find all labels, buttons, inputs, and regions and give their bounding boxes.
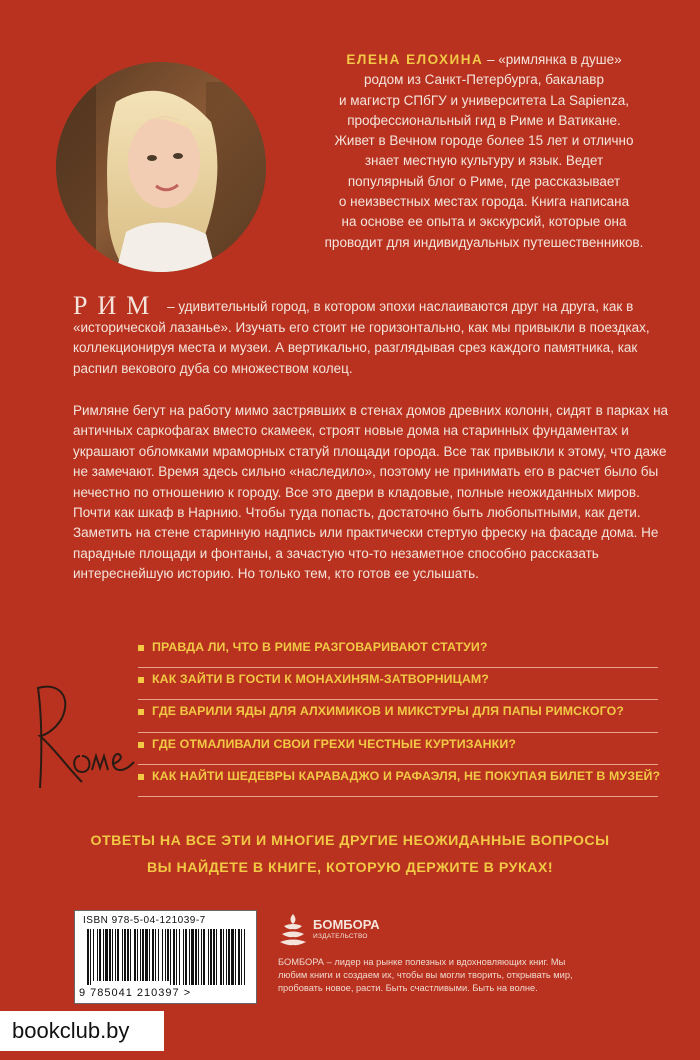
barcode-stripe <box>226 929 227 985</box>
question-list <box>138 636 661 797</box>
barcode-stripe <box>183 929 184 985</box>
barcode-stripe <box>90 929 91 985</box>
barcode-stripe <box>235 929 236 985</box>
author-photo <box>56 62 266 272</box>
question-item <box>138 668 658 700</box>
barcode-block <box>74 910 257 1004</box>
barcode-stripe <box>208 929 209 985</box>
barcode-stripe <box>173 929 175 985</box>
cta-line-1: ОТВЕТЫ НА ВСЕ ЭТИ И МНОГИЕ ДРУГИЕ НЕОЖИДАННЫЕ ВОПРОСЫ <box>90 833 610 849</box>
barcode-stripe <box>134 929 136 981</box>
question-item <box>138 700 658 732</box>
question-item <box>138 733 658 765</box>
barcode-stripe <box>117 929 119 981</box>
barcode-stripe <box>241 929 242 985</box>
question-text: КАК НАЙТИ ШЕДЕВРЫ КАРАВАДЖО И РАФАЭЛЯ, НЕ ПОКУПАЯ БИЛЕТ В МУЗЕЙ? <box>152 768 661 783</box>
barcode-stripe <box>170 929 171 985</box>
author-bio-line-3: и магистр СПбГУ и университета La Sapienza, <box>338 92 630 108</box>
barcode-stripe <box>145 929 148 981</box>
question-text: КАК ЗАЙТИ В ГОСТИ К МОНАХИНЯМ-ЗАТВОРНИЦАМ? <box>152 672 489 687</box>
author-bio-line-7: популярный блог о Риме, где рассказывает <box>347 173 621 189</box>
publisher-name: БОМБОРА <box>313 917 380 932</box>
author-bio-line-10: проводит для индивидуальных путешественников. <box>324 234 644 250</box>
barcode-stripe <box>176 929 177 985</box>
barcode-stripe <box>228 929 230 985</box>
barcode-stripe <box>103 929 104 981</box>
barcode-stripe <box>155 929 156 981</box>
barcode-stripe <box>149 929 150 981</box>
author-bio-line-4: профессиональный гид в Риме и Ватикане. <box>347 112 621 128</box>
barcode-stripe <box>191 929 194 985</box>
barcode-stripe <box>167 929 169 981</box>
barcode-stripe <box>165 929 166 981</box>
question-item <box>138 765 661 797</box>
barcode-stripe <box>223 929 224 985</box>
barcode-stripe <box>140 929 141 981</box>
barcode-stripe <box>244 929 245 985</box>
publisher-description: БОМБОРА – лидер на рынке полезных и вдохновляющих книг. Мы любим книги и создаем их, чтобы вы могли творить, открывать мир, пробовать новое, расти. Быть счастливыми. Быть на волне. <box>278 957 573 993</box>
bullet-square-icon <box>138 709 144 715</box>
question-text: ПРАВДА ЛИ, ЧТО В РИМЕ РАЗГОВАРИВАЮТ СТАТУИ? <box>152 640 488 654</box>
author-bio-line-6: знает местную культуру и язык. Ведет <box>364 153 604 169</box>
barcode-stripe <box>87 929 89 985</box>
barcode-stripe <box>115 929 116 981</box>
barcode-stripe <box>158 929 159 981</box>
intro-text: – удивительный город, в котором эпохи наслаиваются друг на друга, как в «исторической лазанье». Изучать его стоит не горизонтально, как мы привыкли в поездках, коллекционируя места и музеи. А вертикально, разглядывая срез каждого памятника, как распил векового дуба со множеством колец. <box>73 299 650 376</box>
bombora-logo-icon <box>278 912 308 948</box>
barcode-stripe <box>109 929 111 981</box>
question-text: ГДЕ ВАРИЛИ ЯДЫ ДЛЯ АЛХИМИКОВ И МИКСТУРЫ ДЛЯ ПАПЫ РИМСКОГО? <box>152 704 624 719</box>
barcode-stripe <box>189 929 190 985</box>
author-bio-line-1 <box>288 50 680 70</box>
barcode-stripe <box>185 929 187 985</box>
barcode-stripe <box>162 929 163 981</box>
rome-script-lettering <box>28 676 138 796</box>
barcode-stripe <box>124 929 126 981</box>
barcode-stripe <box>122 929 123 981</box>
author-portrait <box>56 62 266 272</box>
barcode-stripe <box>238 929 240 985</box>
barcode-stripe <box>231 929 234 985</box>
author-name: ЕЛЕНА ЕЛОХИНА <box>346 52 484 67</box>
call-to-action <box>0 828 700 882</box>
barcode-stripe <box>142 929 144 981</box>
barcode-stripe <box>152 929 154 981</box>
publisher-subtitle: ИЗДАТЕЛЬСТВО <box>313 933 368 940</box>
author-bio-line-2: родом из Санкт-Петербурга, бакалавр <box>364 72 604 88</box>
barcode-stripe <box>105 929 108 981</box>
question-item <box>138 636 658 668</box>
cta-line-2: ВЫ НАЙДЕТЕ В КНИГЕ, КОТОРУЮ ДЕРЖИТЕ В РУКАХ! <box>146 860 554 876</box>
bullet-square-icon <box>138 774 144 780</box>
barcode-stripe <box>130 929 131 981</box>
barcode-number: 9 785041 210397 > <box>79 987 192 999</box>
bullet-square-icon <box>138 645 144 651</box>
bullet-square-icon <box>138 677 144 683</box>
author-bio-line-8: о неизвестных местах города. Книга написана <box>338 194 630 210</box>
bullet-square-icon <box>138 742 144 748</box>
barcode-stripe <box>210 929 212 985</box>
barcode-stripe <box>137 929 138 981</box>
barcode-stripe <box>179 929 180 985</box>
author-bio-text: – «римлянка в душе» <box>483 52 622 67</box>
barcode-stripe <box>127 929 129 981</box>
barcode-bars <box>85 929 249 985</box>
body-paragraph: Римляне бегут на работу мимо застрявших в стенах домов древних колонн, сидят в парках на античных саркофагах вместо скамеек, строят новые дома на старинных фундаментах и украшают обломками мраморных статуй площади города. Все так привыкли к этому, что даже не замечают. Время здесь сильно «наследило», поэтому не принимать его в расчет было бы нечестно по отношению к городу. Все это двери в кладовые, полные неожиданных миров. Почти как шкаф в Нарнию. Чтобы туда попасть, достаточно быть любопытными, как дети. Заметить на стене старинную надпись или практически стертую фреску на фасаде дома. Не парадные площади и фонтаны, а зачастую что-то незаметное способно рассказать интереснейшую историю. Но только тем, кто готов ее услышать. <box>73 403 669 582</box>
barcode-stripe <box>195 929 197 985</box>
barcode-stripe <box>99 929 101 981</box>
rim-lead-word: РИМ <box>73 291 160 320</box>
barcode-stripe <box>97 929 98 981</box>
author-bio-line-5: Живет в Вечном городе более 15 лет и отлично <box>334 133 634 149</box>
barcode-stripe <box>112 929 113 981</box>
barcode-stripe <box>203 929 205 985</box>
intro-paragraph <box>73 291 673 379</box>
author-bio-line-9: на основе ее опыта и экскурсий, которые она <box>341 214 627 230</box>
author-bio <box>288 50 680 253</box>
barcode-stripe <box>93 929 94 981</box>
barcode-stripe <box>201 929 202 985</box>
question-text: ГДЕ ОТМАЛИВАЛИ СВОИ ГРЕХИ ЧЕСТНЫЕ КУРТИЗАНКИ? <box>152 736 517 751</box>
barcode-stripe <box>213 929 215 985</box>
site-watermark: bookclub.by <box>0 1011 164 1051</box>
barcode-stripe <box>220 929 222 985</box>
isbn-label: ISBN 978-5-04-121039-7 <box>83 915 206 926</box>
barcode-stripe <box>216 929 217 985</box>
barcode-stripe <box>198 929 199 985</box>
